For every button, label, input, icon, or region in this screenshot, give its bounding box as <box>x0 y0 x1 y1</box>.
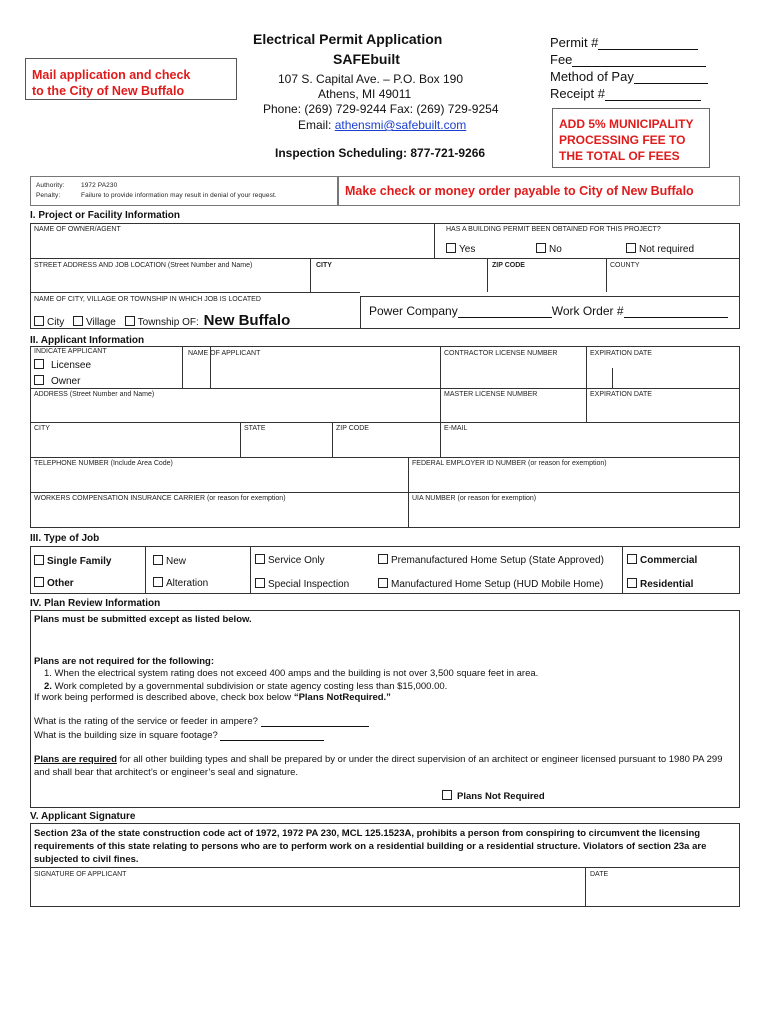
not-required-label: Not required <box>639 244 695 255</box>
owner-agent-field[interactable] <box>32 236 432 256</box>
special-inspection-option[interactable] <box>255 578 349 590</box>
owner-label: Owner <box>51 376 81 387</box>
mail-note-box <box>25 58 237 100</box>
licensee-option[interactable] <box>34 359 91 371</box>
s3-col-1 <box>145 546 146 594</box>
expiration-date-label-2: EXPIRATION DATE <box>590 391 652 398</box>
authority-value: 1972 PA230 <box>81 182 118 189</box>
plans-required-rest: for all other building types and shall be prepared by or under the direct supervision of an architect or engineer licensed pursuant to 1980 PA 299 and shall bear that architect’s or engineer’s seal and signature. <box>34 754 723 778</box>
manufactured-label: Manufactured Home Setup (HUD Mobile Home) <box>391 579 604 590</box>
commercial-option[interactable] <box>627 554 697 566</box>
single-family-label: Single Family <box>47 556 112 567</box>
alteration-option[interactable] <box>153 577 208 589</box>
other-checkbox[interactable] <box>34 577 44 587</box>
signature-field[interactable] <box>32 881 582 905</box>
penalty-value: Failure to provide information may result in denial of your request. <box>81 192 277 199</box>
section1-title: I. Project or Facility Information <box>30 210 181 221</box>
s1-col-divider-city <box>310 258 311 292</box>
permit-number-row <box>550 35 698 50</box>
owner-agent-label: NAME OF OWNER/AGENT <box>34 226 121 233</box>
applicant-state-label: STATE <box>244 425 266 432</box>
new-option[interactable] <box>153 555 186 567</box>
plans-not-required-heading: Plans are not required for the following: <box>34 656 214 667</box>
work-order-label: Work Order # <box>551 304 624 318</box>
municipality-name: New Buffalo <box>203 312 291 329</box>
yes-checkbox[interactable] <box>446 243 456 253</box>
yes-label: Yes <box>459 244 476 255</box>
exception-item-2 <box>44 681 447 692</box>
residential-label: Residential <box>640 579 694 590</box>
receipt-label: Receipt # <box>550 86 605 101</box>
municipality-fee-box <box>552 108 710 168</box>
city-label: CITY <box>316 262 332 269</box>
fein-label: FEDERAL EMPLOYER ID NUMBER (or reason for exemption) <box>412 460 607 467</box>
owner-checkbox[interactable] <box>34 375 44 385</box>
section23a-statement: Section 23a of the state construction code act of 1972, 1972 PA 230, MCL 125.1523A, prohibits a person from conspiring to circumvent the licensing requirements of this state relating to persons who are to perform work on a residential building or a residential structure. Violators of section 23a are subjected to civil fines. <box>34 828 707 865</box>
s5-col-date <box>585 867 586 907</box>
township-checkbox[interactable] <box>125 316 135 326</box>
city-checkbox[interactable] <box>34 316 44 326</box>
size-field[interactable] <box>220 731 324 741</box>
alteration-label: Alteration <box>166 578 209 589</box>
date-field[interactable] <box>588 881 738 905</box>
owner-option[interactable] <box>34 375 80 387</box>
bldg-permit-yes[interactable] <box>446 243 475 255</box>
cvt-label: NAME OF CITY, VILLAGE OR TOWNSHIP IN WHICH JOB IS LOCATED <box>34 296 261 303</box>
zip-code-label: ZIP CODE <box>492 262 525 269</box>
rating-question-row <box>34 716 369 727</box>
org-phone: Phone: (269) 729-9244 Fax: (269) 729-9254 <box>263 102 499 116</box>
item2-text: Work completed by a governmental subdivision or state agency costing less than $15,000.00. <box>54 681 448 692</box>
item2-number: 2. <box>44 681 52 692</box>
mail-note-line2: to the City of New Buffalo <box>32 84 185 98</box>
new-checkbox[interactable] <box>153 555 163 565</box>
muni-fee-line1: ADD 5% MUNICIPALITY <box>559 117 694 131</box>
permit-label: Permit # <box>550 35 599 50</box>
uia-label: UIA NUMBER (or reason for exemption) <box>412 495 537 502</box>
org-address-line2: Athens, MI 49011 <box>318 87 412 101</box>
exception-item-1: 1. When the electrical system rating does not exceed 400 amps and the building is not over 3,500 square feet in area. <box>44 668 539 679</box>
fee-label: Fee <box>550 52 573 67</box>
rating-question: What is the rating of the service or feeder in ampere? <box>34 716 258 727</box>
service-only-checkbox[interactable] <box>255 554 265 564</box>
power-company-box <box>360 296 740 329</box>
not-required-checkbox[interactable] <box>626 243 636 253</box>
workers-comp-label: WORKERS COMPENSATION INSURANCE CARRIER (or reason for exemption) <box>34 495 286 502</box>
s5-divider <box>30 867 740 868</box>
plans-not-required-option[interactable] <box>442 790 545 802</box>
form-title: Electrical Permit Application <box>253 31 443 47</box>
s2-col-state <box>240 422 241 457</box>
receipt-row <box>550 86 701 101</box>
premanufactured-checkbox[interactable] <box>378 554 388 564</box>
service-only-option[interactable] <box>255 554 325 566</box>
building-permit-label: HAS A BUILDING PERMIT BEEN OBTAINED FOR THIS PROJECT? <box>446 226 661 233</box>
s2-row-divider-2 <box>30 422 740 423</box>
method-label: Method of Pay <box>550 69 634 84</box>
plans-required-paragraph <box>34 753 734 779</box>
s2-col-zip <box>332 422 333 457</box>
muni-fee-line2: PROCESSING FEE TO <box>559 133 686 147</box>
other-label: Other <box>47 578 74 589</box>
licensee-checkbox[interactable] <box>34 359 44 369</box>
no-checkbox[interactable] <box>536 243 546 253</box>
commercial-checkbox[interactable] <box>627 554 637 564</box>
new-label: New <box>166 556 187 567</box>
permit-number-field[interactable] <box>598 37 698 50</box>
section2-title: II. Applicant Information <box>30 335 145 346</box>
email-link[interactable]: athensmi@safebuilt.com <box>334 118 467 132</box>
power-company-row <box>369 304 728 318</box>
s2-col-fein <box>408 457 409 528</box>
org-email-row <box>298 118 466 132</box>
inspection-scheduling: Inspection Scheduling: 877-721-9266 <box>275 146 486 160</box>
org-address-line1: 107 S. Capital Ave. – P.O. Box 190 <box>278 72 464 86</box>
s2-col-indicate <box>182 346 183 388</box>
authority-label: Authority: <box>36 182 65 189</box>
payable-note: Make check or money order payable to City of New Buffalo <box>345 184 694 198</box>
s1-col-divider-zip <box>487 258 488 292</box>
fee-row <box>550 52 706 67</box>
applicant-name-label: NAME OF APPLICANT <box>188 350 261 357</box>
indicate-applicant-label: INDICATE APPLICANT <box>34 348 107 355</box>
mail-note-line1: Mail application and check <box>32 68 191 82</box>
single-family-checkbox[interactable] <box>34 555 44 565</box>
manufactured-checkbox[interactable] <box>378 578 388 588</box>
s2-row-divider-1 <box>30 388 740 389</box>
size-question: What is the building size in square footage? <box>34 730 218 741</box>
village-option-label: Village <box>86 317 116 328</box>
power-company-label: Power Company <box>369 304 458 318</box>
county-label: COUNTY <box>610 262 640 269</box>
section4-title: IV. Plan Review Information <box>30 598 161 609</box>
applicant-zip-label: ZIP CODE <box>336 425 369 432</box>
fee-field[interactable] <box>572 54 706 67</box>
no-label: No <box>549 244 562 255</box>
plans-required-lead: Plans are required <box>34 754 117 765</box>
if-work-text: If work being performed is described above, check box below <box>34 692 294 703</box>
s2-exp-tick-1 <box>612 368 613 388</box>
work-order-field[interactable] <box>624 306 728 318</box>
s1-row-divider-2 <box>30 292 360 293</box>
s2-row-divider-3 <box>30 457 740 458</box>
receipt-field[interactable] <box>605 88 701 101</box>
special-inspection-checkbox[interactable] <box>255 578 265 588</box>
method-of-pay-field[interactable] <box>634 71 708 84</box>
cvt-options <box>34 312 290 329</box>
method-of-pay-row <box>550 69 708 84</box>
commercial-label: Commercial <box>640 555 698 566</box>
size-question-row <box>34 730 324 741</box>
plans-not-required-label: Plans Not Required <box>457 791 545 802</box>
city-option-label: City <box>47 317 65 328</box>
plans-not-required-checkbox[interactable] <box>442 790 452 800</box>
date-label: DATE <box>590 871 609 878</box>
alteration-checkbox[interactable] <box>153 577 163 587</box>
s3-col-2 <box>250 546 251 594</box>
plans-must-submit: Plans must be submitted except as listed below. <box>34 614 252 625</box>
bldg-permit-no[interactable] <box>536 243 562 255</box>
applicant-address-label: ADDRESS (Street Number and Name) <box>34 391 155 398</box>
residential-option[interactable] <box>627 578 693 590</box>
service-only-label: Service Only <box>268 555 325 566</box>
single-family-option[interactable] <box>34 555 111 567</box>
muni-fee-line3: THE TOTAL OF FEES <box>559 149 680 163</box>
special-inspection-label: Special Inspection <box>268 579 350 590</box>
township-option-label: Township OF: <box>137 317 199 328</box>
section3-title: III. Type of Job <box>30 533 100 544</box>
email-label: Email: <box>298 118 332 132</box>
payable-box <box>338 176 740 206</box>
premanufactured-label: Premanufactured Home Setup (State Approved) <box>391 555 604 566</box>
contractor-license-label: CONTRACTOR LICENSE NUMBER <box>444 350 558 357</box>
signature-label: SIGNATURE OF APPLICANT <box>34 871 127 878</box>
other-option[interactable] <box>34 577 74 589</box>
street-address-label: STREET ADDRESS AND JOB LOCATION (Street Number and Name) <box>34 262 253 269</box>
expiration-date-label-1: EXPIRATION DATE <box>590 350 652 357</box>
telephone-label: TELEPHONE NUMBER (Include Area Code) <box>34 460 173 467</box>
residential-checkbox[interactable] <box>627 578 637 588</box>
s1-row-divider-1 <box>30 258 740 259</box>
org-name: SAFEbuilt <box>333 51 400 67</box>
if-work-described <box>34 692 391 703</box>
rating-field[interactable] <box>261 717 369 727</box>
licensee-label: Licensee <box>51 360 92 371</box>
s1-col-divider-owner <box>434 223 435 258</box>
village-checkbox[interactable] <box>73 316 83 326</box>
plans-not-required-quote: “Plans NotRequired.” <box>293 692 391 703</box>
applicant-email-label: E-MAIL <box>444 425 468 432</box>
s2-col-exp <box>586 346 587 422</box>
power-company-field[interactable] <box>458 306 552 318</box>
authority-box <box>30 176 338 206</box>
premanufactured-option[interactable] <box>378 554 604 566</box>
bldg-permit-not-required[interactable] <box>626 243 694 255</box>
section5-title: V. Applicant Signature <box>30 811 136 822</box>
s1-col-divider-county <box>606 258 607 292</box>
s2-col-contractor <box>440 346 441 457</box>
master-license-label: MASTER LICENSE NUMBER <box>444 391 538 398</box>
s2-row-divider-4 <box>30 492 740 493</box>
manufactured-option[interactable] <box>378 578 603 590</box>
penalty-label: Penalty: <box>36 192 61 199</box>
s3-col-3 <box>622 546 623 594</box>
applicant-city-label: CITY <box>34 425 50 432</box>
